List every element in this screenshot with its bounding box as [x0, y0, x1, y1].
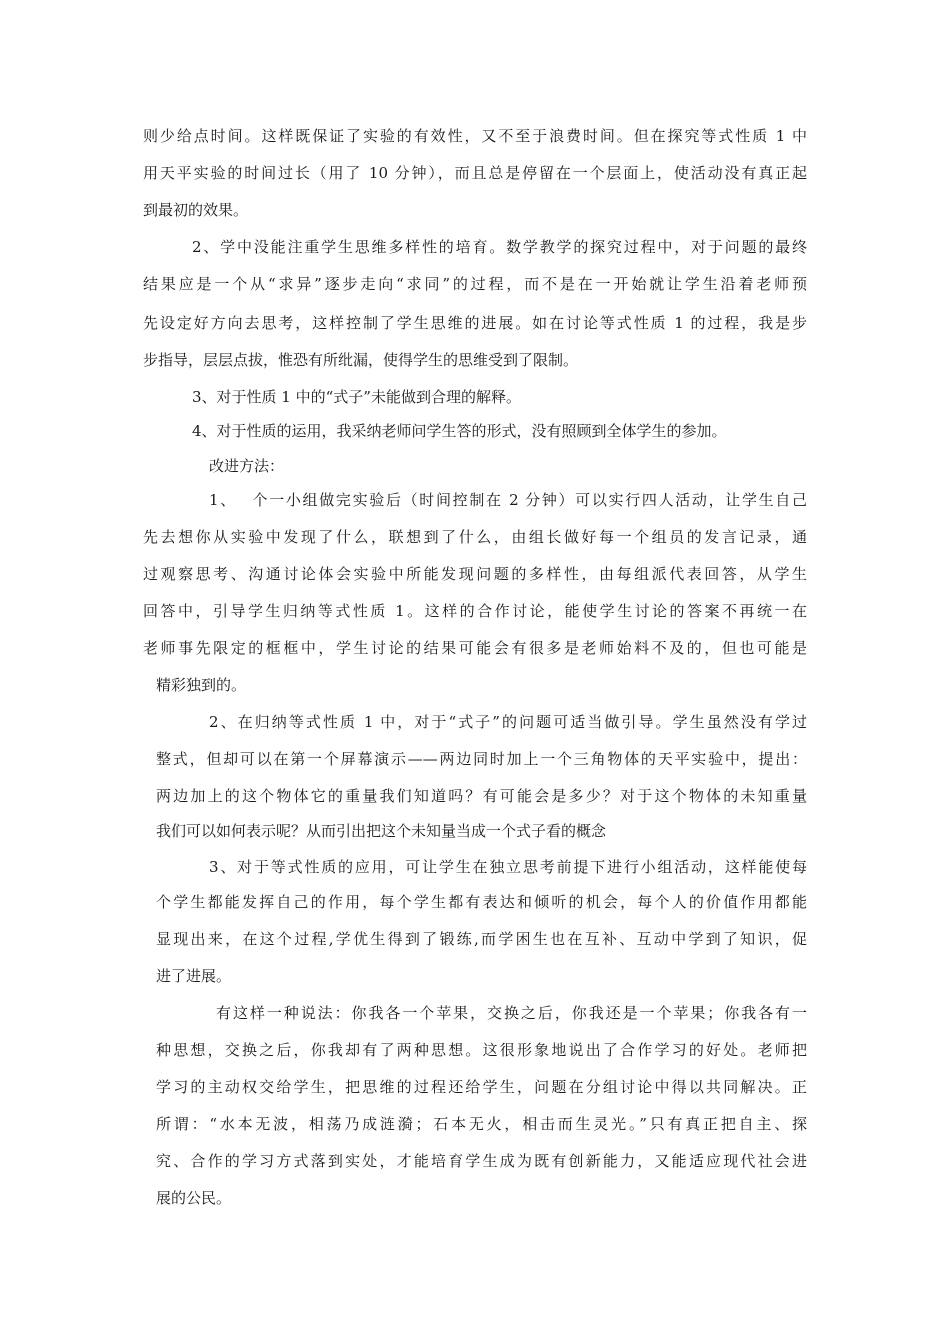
text-line: 2、学中没能注重学生思维多样性的培育。数学教学的探究过程中，对于问题的最终: [192, 238, 807, 256]
text-line: 到最初的效果。: [143, 201, 249, 219]
section-heading: 改进方法：: [209, 457, 285, 475]
text-line: 展的公民。: [156, 1189, 232, 1207]
text-line: 回答中，引导学生归纳等式性质 1。这样的合作讨论，能使学生讨论的答案不再统一在: [143, 602, 807, 620]
text-line: 步指导，层层点拔，惟恐有所纰漏，使得学生的思维受到了限制。: [143, 351, 579, 369]
text-line: 精彩独到的。: [156, 676, 247, 694]
text-line: 则少给点时间。这样既保证了实验的有效性，又不至于浪费时间。但在探究等式性质 1 中: [143, 127, 807, 145]
text-line: 4、对于性质的运用，我采纳老师问学生答的形式，没有照顾到全体学生的参加。: [192, 422, 727, 440]
text-line: 两边加上的这个物体它的重量我们知道吗？有可能会是多少？对于这个物体的未知重量: [156, 787, 807, 805]
text-line: 究、合作的学习方式落到实处，才能培育学生成为既有创新能力，又能适应现代社会进: [156, 1152, 807, 1170]
text-line: 2、在归纳等式性质 1 中，对于“式子”的问题可适当做引导。学生虽然没有学过: [209, 713, 807, 731]
text-line: 所谓：“水本无波，相荡乃成涟漪；石本无火，相击而生灵光。”只有真正把自主、探: [156, 1115, 807, 1133]
text-line: 3、对于等式性质的应用，可让学生在独立思考前提下进行小组活动，这样能使每: [209, 858, 807, 876]
text-line: 1、 个一小组做完实验后（时间控制在 2 分钟）可以实行四人活动，让学生自己: [209, 491, 807, 509]
text-line: 进了进展。: [156, 967, 232, 985]
text-line: 个学生都能发挥自己的作用，每个学生都有表达和倾听的机会，每个人的价值作用都能: [156, 893, 807, 911]
text-line: 结果应是一个从“求异”逐步走向“求同”的过程，而不是在一开始就让学生沿着老师预: [143, 275, 807, 293]
text-line: 3、对于性质 1 中的“式子”未能做到合理的解释。: [192, 388, 521, 406]
text-line: 老师事先限定的框框中，学生讨论的结果可能会有很多是老师始料不及的，但也可能是: [143, 639, 807, 657]
text-line: 我们可以如何表示呢？从而引出把这个未知量当成一个式子看的概念: [156, 822, 607, 840]
text-line: 学习的主动权交给学生，把思维的过程还给学生，问题在分组讨论中得以共同解决。正: [156, 1078, 807, 1096]
text-line: 先设定好方向去思考，这样控制了学生思维的进展。如在讨论等式性质 1 的过程，我是步: [143, 314, 807, 332]
text-line: 用天平实验的时间过长（用了 10 分钟），而且总是停留在一个层面上，使活动没有真正起: [143, 164, 807, 182]
text-line: 整式，但却可以在第一个屏幕演示——两边同时加上一个三角物体的天平实验中，提出：: [156, 750, 807, 768]
text-line: 显现出来，在这个过程,学优生得到了锻练,而学困生也在互补、互动中学到了知识，促: [156, 930, 807, 948]
text-line: 有这样一种说法：你我各一个苹果，交换之后，你我还是一个苹果；你我各有一: [216, 1004, 807, 1022]
text-line: 先去想你从实验中发现了什么，联想到了什么，由组长做好每一个组员的发言记录，通: [143, 528, 807, 546]
text-line: 种思想，交换之后，你我却有了两种思想。这很形象地说出了合作学习的好处。老师把: [156, 1041, 807, 1059]
text-line: 过观察思考、沟通讨论体会实验中所能发现问题的多样性，由每组派代表回答，从学生: [143, 565, 807, 583]
